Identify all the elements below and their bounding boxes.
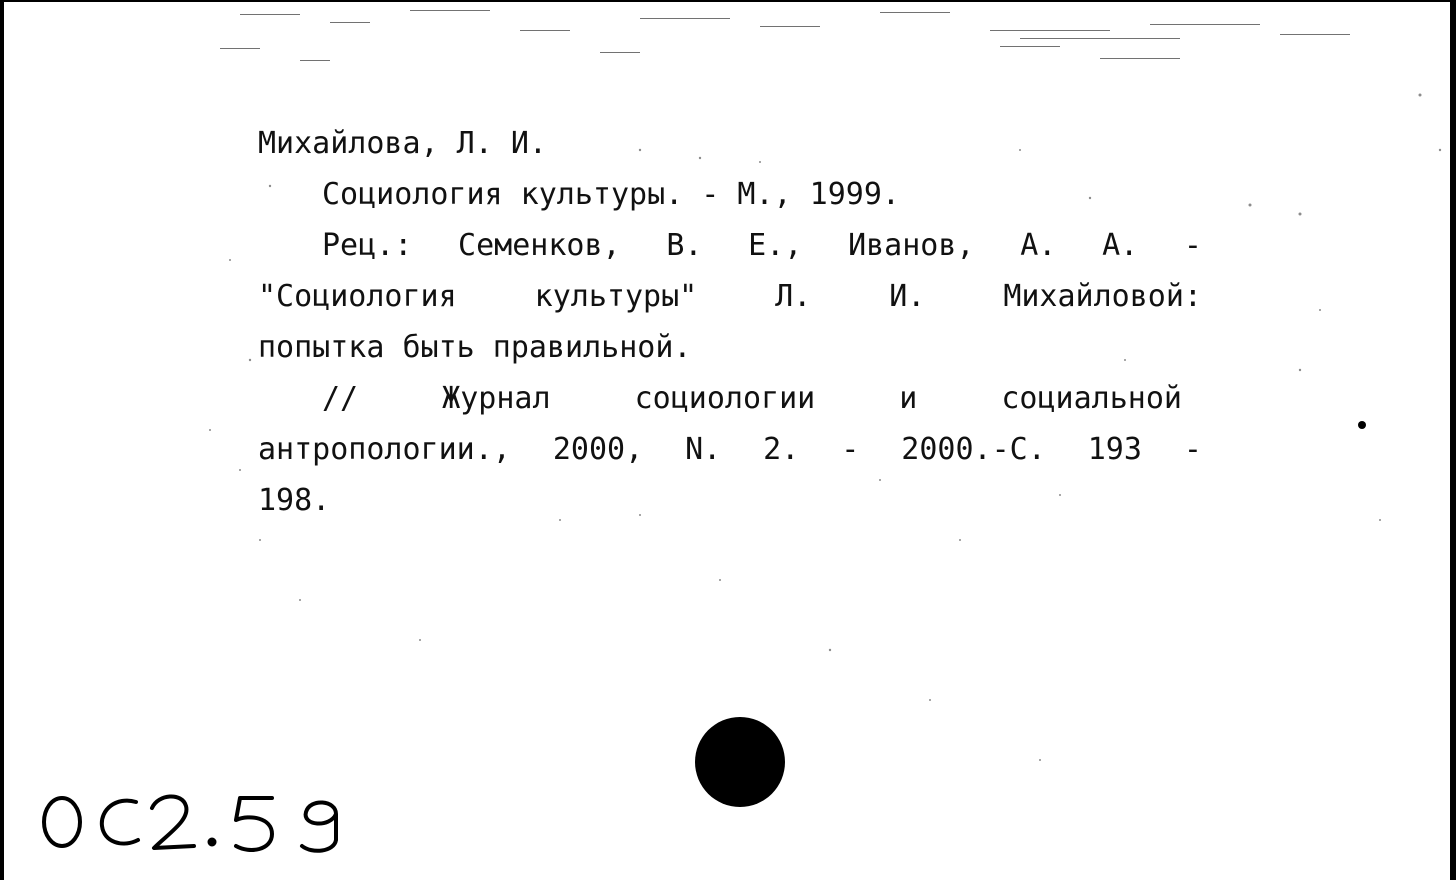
- source-line-1: [258, 373, 1182, 424]
- author-line: Михайлова, Л. И.: [258, 126, 547, 161]
- source-word: 193: [1087, 432, 1142, 467]
- review-line-1: [258, 220, 1202, 271]
- review-word: Иванов,: [848, 228, 975, 263]
- review-word: Е.,: [748, 228, 803, 263]
- review-word: -: [1183, 228, 1202, 263]
- source-line-3: 198.: [258, 483, 331, 518]
- source-word: антропологии.,: [258, 432, 511, 467]
- review-word: Михайловой:: [1003, 279, 1202, 314]
- review-line-2: [258, 271, 1202, 322]
- source-word: и: [899, 381, 918, 416]
- source-word: 2000.-С.: [901, 432, 1046, 467]
- review-word: А.: [1020, 228, 1057, 263]
- review-word: Л.: [775, 279, 812, 314]
- source-word: 2000,: [552, 432, 644, 467]
- source-word: N.: [685, 432, 722, 467]
- source-word: //: [322, 381, 359, 416]
- review-word: культуры": [534, 279, 698, 314]
- handwritten-shelfmark: [36, 784, 366, 864]
- title-line: Социология культуры. - М., 1999.: [322, 177, 900, 212]
- source-word: -: [1183, 432, 1202, 467]
- review-word: Семенков,: [458, 228, 621, 263]
- source-word: социологии: [634, 381, 816, 416]
- source-word: -: [841, 432, 860, 467]
- source-line-2: [258, 424, 1202, 475]
- source-word: 2.: [763, 432, 800, 467]
- ink-dot: [1358, 421, 1366, 429]
- shelfmark-text: ОС2.59: [36, 784, 40, 785]
- source-word: Журнал: [442, 381, 551, 416]
- review-line-3: попытка быть правильной.: [258, 330, 692, 365]
- bibliographic-entry: [258, 118, 1202, 526]
- review-word: А.: [1102, 228, 1139, 263]
- review-word: "Социология: [258, 279, 457, 314]
- review-word: В.: [666, 228, 703, 263]
- source-word: социальной: [1001, 381, 1182, 416]
- review-word: Рец.:: [322, 228, 413, 263]
- punch-hole: [695, 717, 785, 807]
- review-word: И.: [889, 279, 926, 314]
